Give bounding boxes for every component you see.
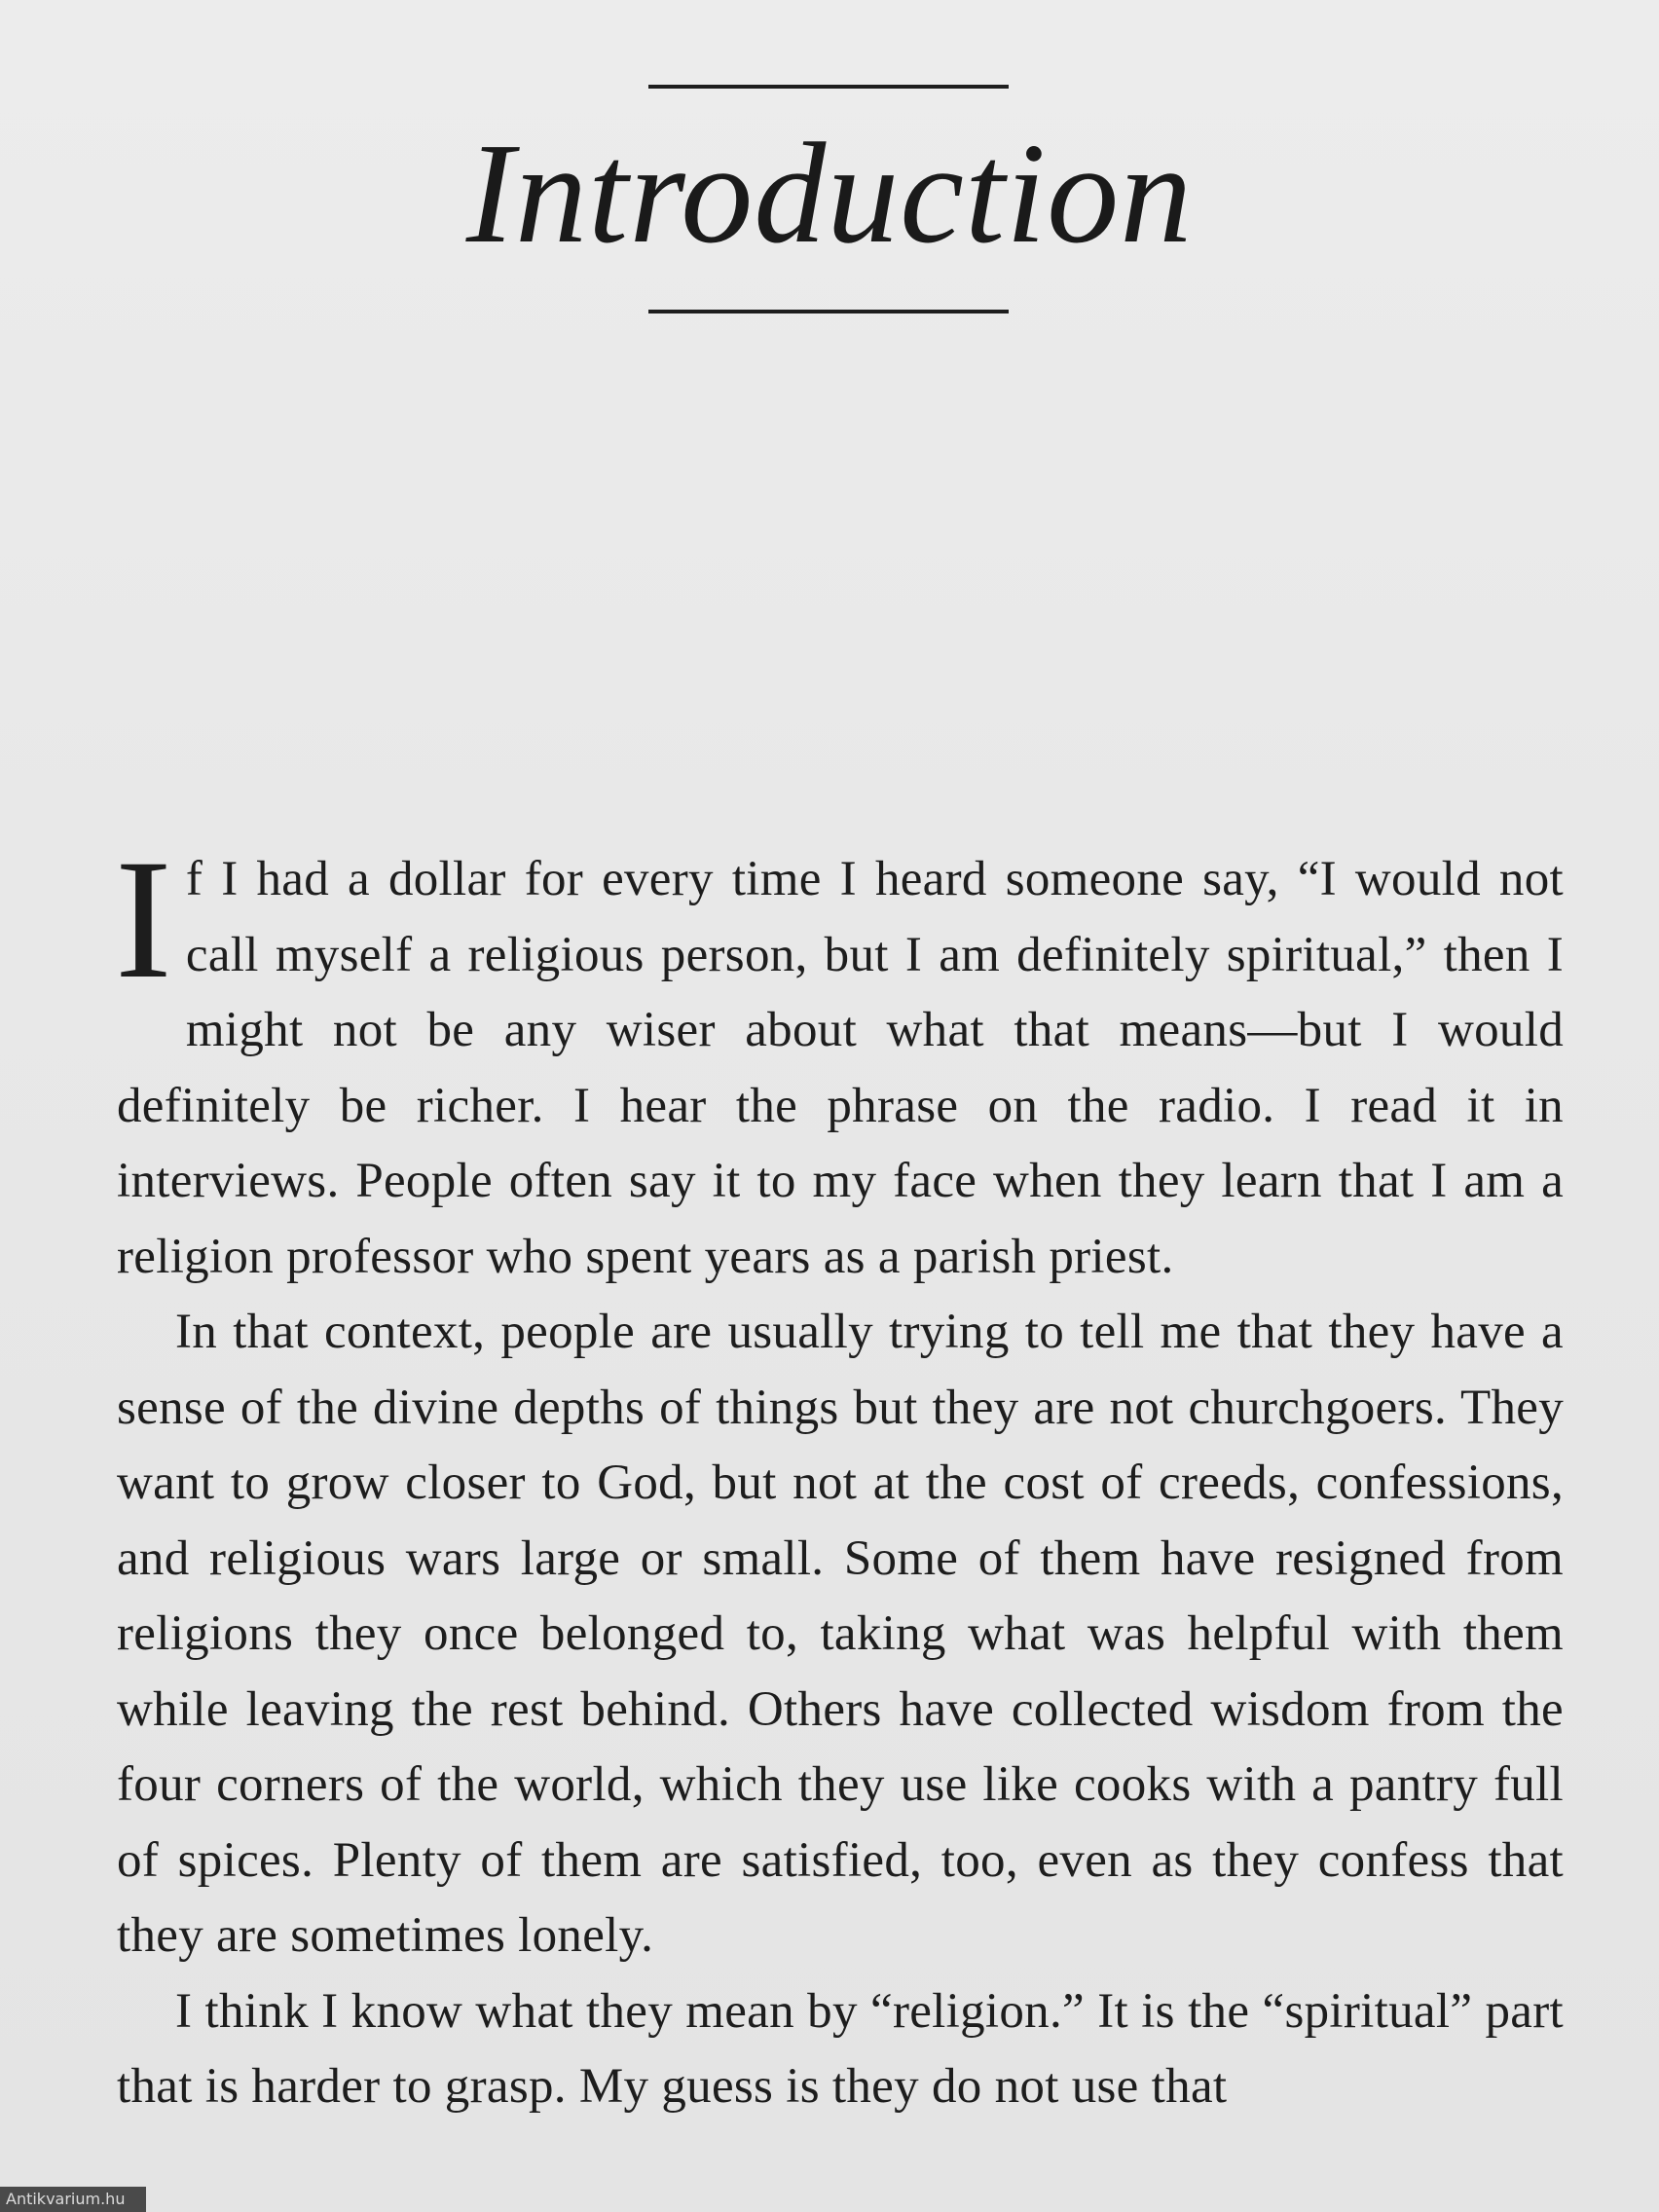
paragraph-1 <box>115 825 1564 1295</box>
paragraph-1-text: f I had a dollar for every time I heard someone say, “I would not call myself a religious person, but I am definitely spiritual,” then I might not be any wiser about what that means—but I would definitely be richer. I hear the phrase on the radio. I read it in interviews. People often say it to my face when they learn that I am a religion professor who spent years as a parish priest. <box>117 852 1564 1284</box>
title-rule-bottom <box>648 310 1009 313</box>
title-rule-top <box>648 85 1009 89</box>
paragraph-2: In that context, people are usually trying to tell me that they have a sense of the divine depths of things but they are not churchgoers. They want to grow closer to God, but not at the cost of creeds, confessions, and religious wars large or small. Some of them have resigned from religions they once belonged to, taking what was helpful with them while leaving the rest behind. Others have collected wisdom from the four corners of the world, which they use like cooks with a pantry full of spices. Plenty of them are satisfied, too, even as they confess that they are sometimes lonely. <box>117 1305 1564 1963</box>
watermark: Antikvarium.hu <box>0 2187 146 2212</box>
paragraph-3: I think I know what they mean by “religion.” It is the “spiritual” part that is harder to grasp. My guess is they do not use that <box>117 1983 1564 2114</box>
drop-cap: I <box>115 825 172 1014</box>
body-text <box>115 825 1564 2125</box>
chapter-title: Introduction <box>465 114 1194 274</box>
